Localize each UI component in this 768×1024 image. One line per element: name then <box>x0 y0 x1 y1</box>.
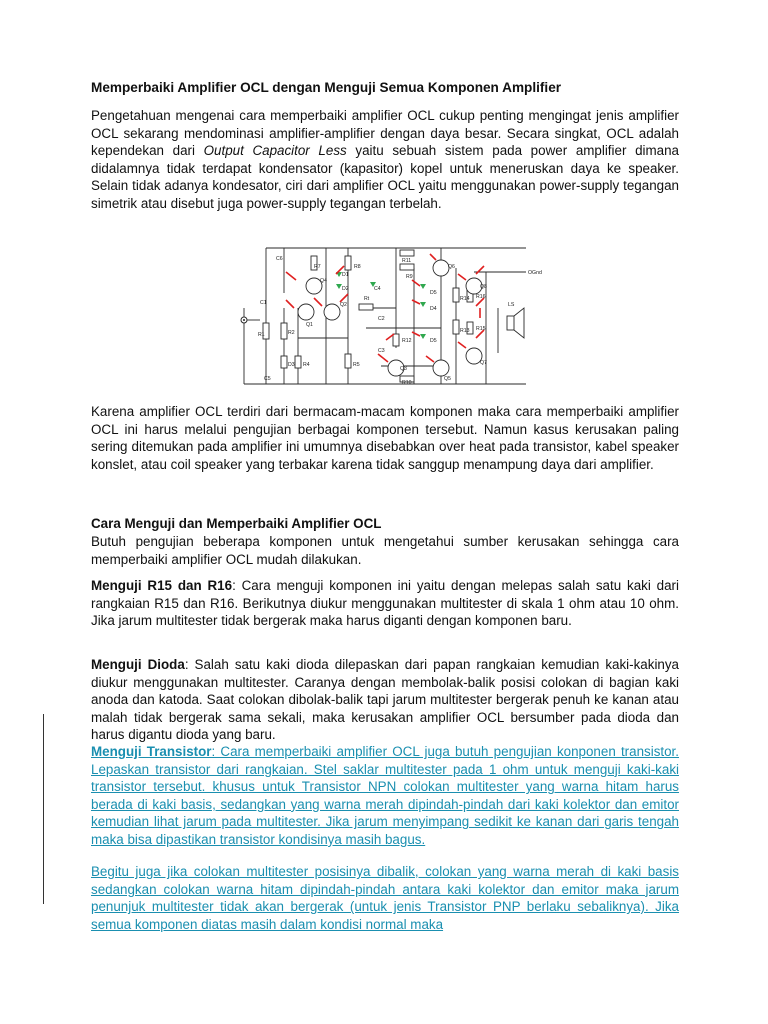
transistor-text[interactable]: : Cara memperbaiki amplifier OCL juga butuh pengujian konponen transistor. Lepaskan transistor dari rangkaian. Stel saklar multitester pada 1 ohm untuk menguji kaki-kaki transistor tersebut. khusus untuk Transistor NPN colokan multitester yang warna hitam harus berada di kaki basis, sedangkan yang warna merah dipindah-pindah dari kaki kolektor dan emitor kemudian lihat jarum pada multitester. Jika jarum menyimpang sedikit ke kanan dari garis tengah maka bisa dipastikan transistor kondisinya masih bagus. <box>91 744 679 847</box>
svg-text:Rt: Rt <box>364 296 370 302</box>
svg-text:Q4: Q4 <box>320 278 327 284</box>
svg-text:R5: R5 <box>353 362 360 368</box>
section-heading: Cara Menguji dan Memperbaiki Amplifier OCL <box>91 516 382 531</box>
svg-text:R15: R15 <box>476 326 486 332</box>
svg-text:D1: D1 <box>342 272 349 278</box>
r15-paragraph <box>91 577 679 630</box>
svg-text:OGnd: OGnd <box>528 270 542 276</box>
intro-paragraph <box>91 107 679 213</box>
dioda-paragraph <box>91 656 679 744</box>
dioda-label: Menguji Dioda <box>91 657 185 672</box>
svg-text:D3: D3 <box>288 362 295 368</box>
intro-text-2: yaitu sebuah sistem pada power amplifier dimana didalamnya tidak terdapat kondensator (kapasitor) kopel untuk meneruskan daya ke speaker. Selain tidak adanya kondesator, ciri dari amplifier OCL yaitu menggunakan power-supply tegangan simetrik atau disebut juga power-supply tegangan terbelah. <box>91 143 679 211</box>
ocl-circuit-diagram <box>236 238 544 394</box>
intro-text-1: Pengetahuan mengenai cara memperbaiki amplifier OCL cukup penting mengingat jenis amplifier OCL sekarang mendominasi amplifier-amplifier dengan daya besar. Secara singkat, OCL adalah kependekan dari <box>91 108 679 159</box>
svg-text:R11: R11 <box>402 258 412 264</box>
svg-text:C4: C4 <box>374 286 381 292</box>
transistor-label[interactable]: Menguji Transistor <box>91 744 212 759</box>
r15-text: : Cara menguji komponen ini yaitu dengan melepas salah satu kaki dari rangkaian R15 dan R16. Berikutnya diukur menggunakan multitester di skala 1 ohm atau 10 ohm. Jika jarum multitester tidak bergerak maka harus diganti dengan komponen baru. <box>91 578 679 629</box>
margin-bar <box>43 714 44 904</box>
svg-text:Q3: Q3 <box>400 366 407 372</box>
svg-text:R13: R13 <box>460 328 470 334</box>
svg-text:D5: D5 <box>430 338 437 344</box>
svg-text:Q8: Q8 <box>480 284 487 290</box>
svg-text:R4: R4 <box>303 362 310 368</box>
svg-text:Q5: Q5 <box>444 376 451 382</box>
svg-text:Q1: Q1 <box>306 322 313 328</box>
svg-text:D2: D2 <box>342 286 349 292</box>
svg-text:C3: C3 <box>378 348 385 354</box>
page-title: Memperbaiki Amplifier OCL dengan Menguji Semua Komponen Amplifier <box>91 80 562 95</box>
dioda-text: : Salah satu kaki dioda dilepaskan dari papan rangkaian kemudian kaki-kakinya diukur menggunakan multitester. Caranya dengan membolak-balik posisi colokan di bagian kaki anoda dan katoda. Saat colokan dibolak-balik tapi jarum multitester bergerak penuh ke kanan atau malah tidak bergerak sama sekali, maka kerusakan amplifier OCL bersumber pada dioda dan harus digantu dioda yang baru. <box>91 657 680 743</box>
svg-text:R16: R16 <box>476 294 486 300</box>
svg-text:R7: R7 <box>314 264 321 270</box>
intro-italic-term: Output Capacitor Less <box>203 143 347 159</box>
svg-text:C5: C5 <box>264 376 271 382</box>
svg-text:C1: C1 <box>260 300 267 306</box>
explanation-paragraph: Karena amplifier OCL terdiri dari bermacam-macam komponen maka cara memperbaiki amplifier OCL ini harus melalui pengujian berbagai komponen tersebut. Namun kasus kerusakan paling sering ditemukan pada amplifier ini umumnya disebabkan over heat pada transistor, kabel speaker konslet, atau coil speaker yang terbakar karena tidak sanggup menampung daya dari amplifier. <box>91 404 679 472</box>
svg-text:R8: R8 <box>354 264 361 270</box>
section-intro: Butuh pengujian beberapa komponen untuk mengetahui sumber kerusakan sehingga cara memperbaiki amplifier OCL mudah dilakukan. <box>91 534 679 567</box>
svg-text:D5: D5 <box>430 290 437 296</box>
svg-text:R1: R1 <box>258 332 265 338</box>
transistor-link-paragraph[interactable] <box>91 743 679 849</box>
last-link-paragraph[interactable]: Begitu juga jika colokan multitester posisinya dibalik, colokan yang warna merah di kaki basis sedangkan colokan warna hitam dipindah-pindah antara kaki kolektor dan emitor maka jarum penunjuk multitester tidak akan bergerak (untuk jenis Transistor PNP berlaku sebaliknya). Jika semua komponen diatas masih dalam kondisi normal maka <box>91 864 679 932</box>
svg-text:Q6: Q6 <box>448 264 455 270</box>
svg-text:D4: D4 <box>430 306 437 312</box>
svg-text:R12: R12 <box>402 338 412 344</box>
svg-text:Q7: Q7 <box>480 360 487 366</box>
svg-text:R2: R2 <box>288 330 295 336</box>
r15-label: Menguji R15 dan R16 <box>91 578 233 593</box>
svg-text:R10: R10 <box>402 380 412 386</box>
svg-text:LS: LS <box>508 302 515 308</box>
svg-text:Q2: Q2 <box>340 302 347 308</box>
svg-text:R9: R9 <box>406 274 413 280</box>
svg-text:C6: C6 <box>276 256 283 262</box>
svg-text:C2: C2 <box>378 316 385 322</box>
svg-text:R14: R14 <box>460 296 470 302</box>
